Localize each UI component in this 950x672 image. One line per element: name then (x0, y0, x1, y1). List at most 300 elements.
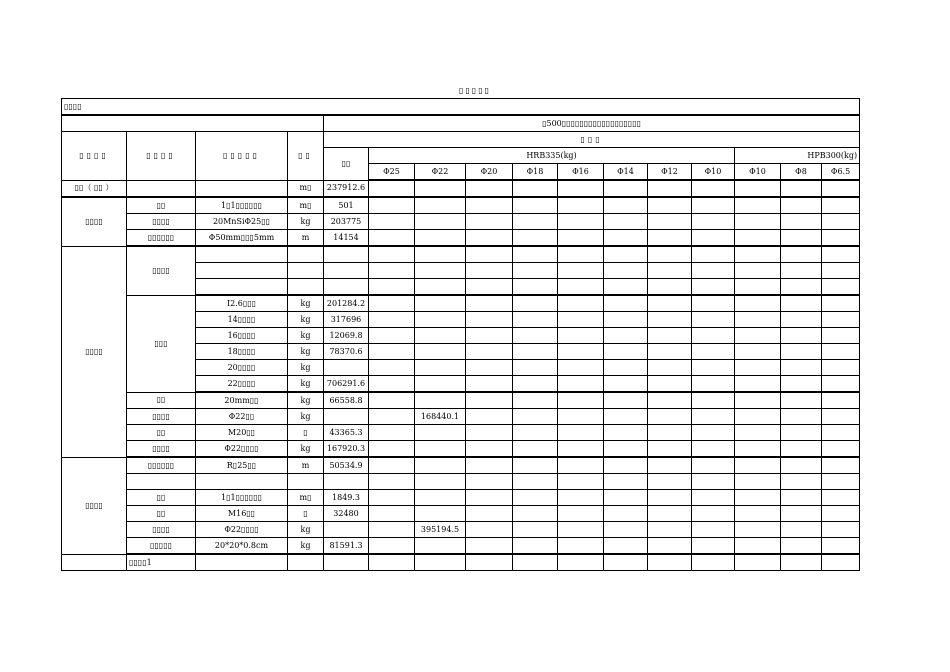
empty-cell (692, 197, 735, 214)
empty-cell (692, 441, 735, 458)
spec-cell: 22▯▯▯▯ (196, 376, 288, 393)
header-hpb-size: Φ10 (735, 164, 781, 181)
empty-cell (466, 295, 513, 312)
empty-cell (692, 328, 735, 344)
material-table (61, 98, 860, 571)
empty-cell (466, 490, 513, 506)
empty-cell (648, 554, 692, 571)
empty-cell (558, 392, 604, 409)
empty-cell (648, 392, 692, 409)
empty-cell (369, 360, 415, 376)
empty-cell (648, 474, 692, 490)
unit-cell: kg (288, 441, 324, 458)
empty-cell (822, 312, 860, 328)
empty-cell (648, 230, 692, 247)
header-hpb-size: Φ6.5 (822, 164, 860, 181)
total-cell: 32480 (324, 506, 369, 522)
empty-cell (781, 474, 822, 490)
empty-cell (558, 344, 604, 360)
empty-cell (822, 279, 860, 296)
empty-cell (604, 474, 648, 490)
empty-cell (415, 230, 466, 247)
empty-cell (604, 263, 648, 279)
empty-cell (513, 506, 558, 522)
empty-cell (692, 409, 735, 425)
empty-cell (415, 457, 466, 474)
empty-cell (822, 554, 860, 571)
empty-cell (558, 295, 604, 312)
spec-cell: 1▯1▯▯▯▯▯▯ (196, 197, 288, 214)
empty-cell (466, 344, 513, 360)
empty-cell (369, 441, 415, 458)
empty-cell (822, 392, 860, 409)
empty-cell (692, 522, 735, 538)
empty-cell (604, 312, 648, 328)
empty-cell (466, 392, 513, 409)
empty-cell (648, 522, 692, 538)
empty-cell (648, 279, 692, 296)
empty-cell (324, 246, 369, 263)
empty-cell (558, 409, 604, 425)
project-label: ▯▯▯▯ (62, 99, 860, 116)
empty-cell (781, 506, 822, 522)
total-cell: 167920.3 (324, 441, 369, 458)
spec-cell: 18▯▯▯▯ (196, 344, 288, 360)
empty-cell (196, 263, 288, 279)
item-cell: ▯▯▯▯ (127, 409, 196, 425)
spec-cell: Φ22▯▯▯▯ (196, 441, 288, 458)
empty-cell (513, 279, 558, 296)
empty-cell (466, 506, 513, 522)
item-cell: ▯▯▯▯▯▯ (127, 230, 196, 247)
unit-cell: ▯ (288, 506, 324, 522)
empty-cell (604, 522, 648, 538)
item-cell: ▯▯ (127, 392, 196, 409)
empty-cell (735, 457, 781, 474)
empty-cell (604, 490, 648, 506)
empty-cell (513, 246, 558, 263)
spec-cell: M20▯▯ (196, 425, 288, 441)
empty-cell (822, 474, 860, 490)
empty-cell (288, 263, 324, 279)
empty-cell (735, 180, 781, 197)
empty-cell (604, 214, 648, 230)
item-cell: ▯▯ (127, 197, 196, 214)
empty-cell (558, 263, 604, 279)
unit-cell: kg (288, 312, 324, 328)
empty-cell (648, 295, 692, 312)
empty-cell (604, 425, 648, 441)
total-cell: 78370.6 (324, 344, 369, 360)
empty-cell (604, 457, 648, 474)
group-label: ▯▯▯▯ (62, 246, 127, 457)
empty-cell (692, 392, 735, 409)
empty-cell (822, 214, 860, 230)
phi22-cell: 395194.5 (415, 522, 466, 538)
empty-cell (415, 554, 466, 571)
empty-cell (558, 328, 604, 344)
header-item: ▯▯▯▯ (127, 132, 196, 181)
empty-cell (558, 474, 604, 490)
header-total: ▯▯ (324, 148, 369, 181)
empty-cell (822, 344, 860, 360)
empty-cell (558, 522, 604, 538)
empty-cell (735, 246, 781, 263)
empty-cell (822, 522, 860, 538)
empty-cell (466, 376, 513, 393)
spec-cell: 20MnSiΦ25▯▯ (196, 214, 288, 230)
empty-cell (648, 263, 692, 279)
empty-cell (369, 246, 415, 263)
empty-cell (415, 506, 466, 522)
spec-cell: 14▯▯▯▯ (196, 312, 288, 328)
empty-cell (781, 538, 822, 555)
empty-cell (781, 392, 822, 409)
empty-cell (558, 490, 604, 506)
empty-cell (513, 554, 558, 571)
empty-cell (692, 246, 735, 263)
total-cell: 81591.3 (324, 538, 369, 555)
empty-cell (558, 554, 604, 571)
empty-cell (735, 344, 781, 360)
empty-cell (369, 263, 415, 279)
empty-cell (648, 180, 692, 197)
empty-cell (513, 474, 558, 490)
empty-cell (415, 376, 466, 393)
empty-cell (604, 295, 648, 312)
empty-cell (513, 522, 558, 538)
empty-cell (781, 197, 822, 214)
empty-cell (735, 360, 781, 376)
empty-cell (648, 425, 692, 441)
unit-cell: m▯ (288, 180, 324, 197)
header-hrb-size: Φ12 (648, 164, 692, 181)
header-hrb-size: Φ14 (604, 164, 648, 181)
empty-cell (735, 538, 781, 555)
total-cell: 203775 (324, 214, 369, 230)
header-hrb: HRB335(kg) (369, 148, 735, 164)
empty-cell (513, 425, 558, 441)
group-label: ▯▯▯▯ (62, 457, 127, 554)
empty-cell (604, 441, 648, 458)
empty-cell (735, 409, 781, 425)
header-unit: ▯▯ (288, 132, 324, 181)
group-label: ▯▯（ ▯▯ ） (62, 180, 127, 197)
empty-cell (558, 197, 604, 214)
empty-cell (415, 425, 466, 441)
empty-cell (415, 344, 466, 360)
empty-cell (466, 214, 513, 230)
empty-cell (415, 214, 466, 230)
empty-cell (415, 474, 466, 490)
total-cell (324, 360, 369, 376)
empty-cell (466, 360, 513, 376)
empty-cell (735, 441, 781, 458)
empty-cell (781, 344, 822, 360)
empty-cell (466, 312, 513, 328)
header-category: ▯▯▯▯ (62, 132, 127, 181)
empty-cell (692, 180, 735, 197)
empty-cell (415, 246, 466, 263)
empty-cell (692, 538, 735, 555)
header-hrb-size: Φ22 (415, 164, 466, 181)
empty-cell (781, 295, 822, 312)
empty-cell (513, 328, 558, 344)
empty-cell (369, 409, 415, 425)
empty-cell (466, 538, 513, 555)
empty-cell (648, 328, 692, 344)
empty-cell (369, 376, 415, 393)
empty-cell (781, 490, 822, 506)
empty-cell (822, 425, 860, 441)
empty-cell (604, 506, 648, 522)
empty-cell (735, 295, 781, 312)
empty-cell (735, 197, 781, 214)
empty-cell (822, 263, 860, 279)
item-cell: ▯▯▯▯ (127, 214, 196, 230)
empty-cell (822, 328, 860, 344)
empty-cell (735, 506, 781, 522)
item-cell: ▯▯ (127, 490, 196, 506)
empty-cell (369, 554, 415, 571)
empty-cell (288, 279, 324, 296)
unit-cell: kg (288, 360, 324, 376)
empty-cell (604, 279, 648, 296)
spec-cell: 20mm▯▯ (196, 392, 288, 409)
item-cell: ▯▯▯▯▯▯ (127, 457, 196, 474)
empty-cell (466, 441, 513, 458)
empty-cell (466, 425, 513, 441)
item-cell (127, 180, 196, 197)
empty-cell (369, 180, 415, 197)
empty-cell (604, 360, 648, 376)
empty-cell (513, 197, 558, 214)
empty-cell (781, 409, 822, 425)
empty-cell (196, 246, 288, 263)
empty-cell (466, 457, 513, 474)
spec-cell: M16▯▯ (196, 506, 288, 522)
empty-cell (781, 312, 822, 328)
empty-cell (781, 441, 822, 458)
item-cell: ▯▯▯▯▯ (127, 538, 196, 555)
total-cell: 317696 (324, 312, 369, 328)
empty-cell (604, 246, 648, 263)
unit-cell: kg (288, 344, 324, 360)
empty-cell (196, 279, 288, 296)
empty-cell (604, 376, 648, 393)
unit-cell: kg (288, 409, 324, 425)
empty-cell (781, 554, 822, 571)
empty-cell (369, 538, 415, 555)
empty-cell (369, 490, 415, 506)
item-cell: ▯▯ (127, 425, 196, 441)
empty-cell (604, 538, 648, 555)
empty-cell (781, 328, 822, 344)
empty-cell (513, 295, 558, 312)
empty-cell (735, 554, 781, 571)
empty-cell (692, 263, 735, 279)
spec-cell: Φ22▯▯▯▯ (196, 522, 288, 538)
empty-cell (466, 328, 513, 344)
empty-cell (369, 522, 415, 538)
empty-cell (781, 522, 822, 538)
empty-cell (369, 230, 415, 247)
empty-cell (692, 279, 735, 296)
total-cell: 50534.9 (324, 457, 369, 474)
empty-cell (692, 230, 735, 247)
empty-cell (648, 246, 692, 263)
empty-cell (513, 344, 558, 360)
empty-cell (735, 263, 781, 279)
empty-cell (735, 376, 781, 393)
empty-cell (288, 554, 324, 571)
unit-cell: ▯ (288, 425, 324, 441)
empty-cell (648, 197, 692, 214)
empty-cell (822, 457, 860, 474)
empty-cell (369, 457, 415, 474)
empty-cell (513, 538, 558, 555)
empty-cell (558, 441, 604, 458)
empty-cell (822, 376, 860, 393)
spec-cell: 16▯▯▯▯ (196, 328, 288, 344)
empty-cell (648, 538, 692, 555)
header-hrb-size: Φ20 (466, 164, 513, 181)
empty-cell (735, 230, 781, 247)
empty-cell (648, 344, 692, 360)
empty-cell (822, 246, 860, 263)
total-cell: 237912.6 (324, 180, 369, 197)
empty-cell (466, 263, 513, 279)
empty-cell (692, 376, 735, 393)
empty-cell (288, 246, 324, 263)
empty-cell (369, 474, 415, 490)
empty-cell (648, 214, 692, 230)
empty-cell (196, 474, 288, 490)
empty-cell (692, 295, 735, 312)
empty-cell (127, 474, 196, 490)
empty-cell (735, 392, 781, 409)
total-cell: 14154 (324, 230, 369, 247)
item-cell: ▯▯▯▯ (127, 246, 196, 295)
empty-cell (822, 490, 860, 506)
empty-cell (558, 506, 604, 522)
empty-cell (513, 392, 558, 409)
empty-cell (735, 312, 781, 328)
empty-cell (781, 457, 822, 474)
empty-cell (513, 409, 558, 425)
group-label (62, 554, 127, 571)
empty-cell (558, 246, 604, 263)
empty-cell (466, 474, 513, 490)
empty-cell (513, 360, 558, 376)
empty-cell (513, 263, 558, 279)
empty-cell (692, 425, 735, 441)
unit-cell: kg (288, 295, 324, 312)
empty-cell (558, 538, 604, 555)
empty-cell (735, 522, 781, 538)
empty-cell (692, 214, 735, 230)
empty-cell (822, 180, 860, 197)
empty-cell (415, 490, 466, 506)
empty-cell (822, 295, 860, 312)
empty-cell (415, 538, 466, 555)
header-hrb-size: Φ25 (369, 164, 415, 181)
empty-cell (466, 230, 513, 247)
unit-cell: kg (288, 376, 324, 393)
empty-cell (369, 328, 415, 344)
empty-cell (466, 522, 513, 538)
section-title: ▯500▯▯▯▯▯▯▯▯▯▯▯▯▯▯▯▯▯▯ (324, 115, 860, 132)
empty-cell (604, 554, 648, 571)
total-cell: 706291.6 (324, 376, 369, 393)
empty-cell (822, 538, 860, 555)
phi22-cell: 168440.1 (415, 409, 466, 425)
empty-cell (822, 197, 860, 214)
empty-cell (781, 376, 822, 393)
empty-cell (415, 180, 466, 197)
empty-cell (822, 409, 860, 425)
spec-cell: Φ22▯▯ (196, 409, 288, 425)
empty-cell (288, 474, 324, 490)
empty-cell (196, 554, 288, 571)
empty-cell (648, 376, 692, 393)
empty-cell (513, 180, 558, 197)
unit-cell: kg (288, 328, 324, 344)
empty-cell (692, 344, 735, 360)
empty-cell (604, 392, 648, 409)
empty-cell (369, 312, 415, 328)
empty-cell (558, 312, 604, 328)
empty-cell (822, 506, 860, 522)
empty-cell (604, 344, 648, 360)
empty-cell (604, 197, 648, 214)
unit-cell: m▯ (288, 490, 324, 506)
total-cell: 501 (324, 197, 369, 214)
empty-cell (735, 279, 781, 296)
header-hrb-size: Φ18 (513, 164, 558, 181)
total-cell: 43365.3 (324, 425, 369, 441)
empty-cell (513, 214, 558, 230)
empty-cell (558, 425, 604, 441)
spec-cell: R▯25▯▯ (196, 457, 288, 474)
blank-cell (62, 115, 324, 132)
empty-cell (466, 409, 513, 425)
empty-cell (369, 197, 415, 214)
empty-cell (822, 441, 860, 458)
item-cell: ▯▯▯ (127, 295, 196, 392)
empty-cell (369, 295, 415, 312)
empty-cell (513, 376, 558, 393)
empty-cell (466, 246, 513, 263)
empty-cell (781, 180, 822, 197)
empty-cell (466, 279, 513, 296)
empty-cell (415, 197, 466, 214)
empty-cell (466, 180, 513, 197)
empty-cell (735, 474, 781, 490)
empty-cell (781, 360, 822, 376)
header-hrb-size: Φ10 (692, 164, 735, 181)
spec-cell: Φ50mm▯▯▯5mm (196, 230, 288, 247)
empty-cell (415, 360, 466, 376)
empty-cell (692, 457, 735, 474)
empty-cell (692, 474, 735, 490)
empty-cell (513, 490, 558, 506)
total-cell (324, 522, 369, 538)
empty-cell (604, 328, 648, 344)
header-spec: ▯▯▯▯▯ (196, 132, 288, 181)
empty-cell (735, 328, 781, 344)
total-cell: 12069.8 (324, 328, 369, 344)
